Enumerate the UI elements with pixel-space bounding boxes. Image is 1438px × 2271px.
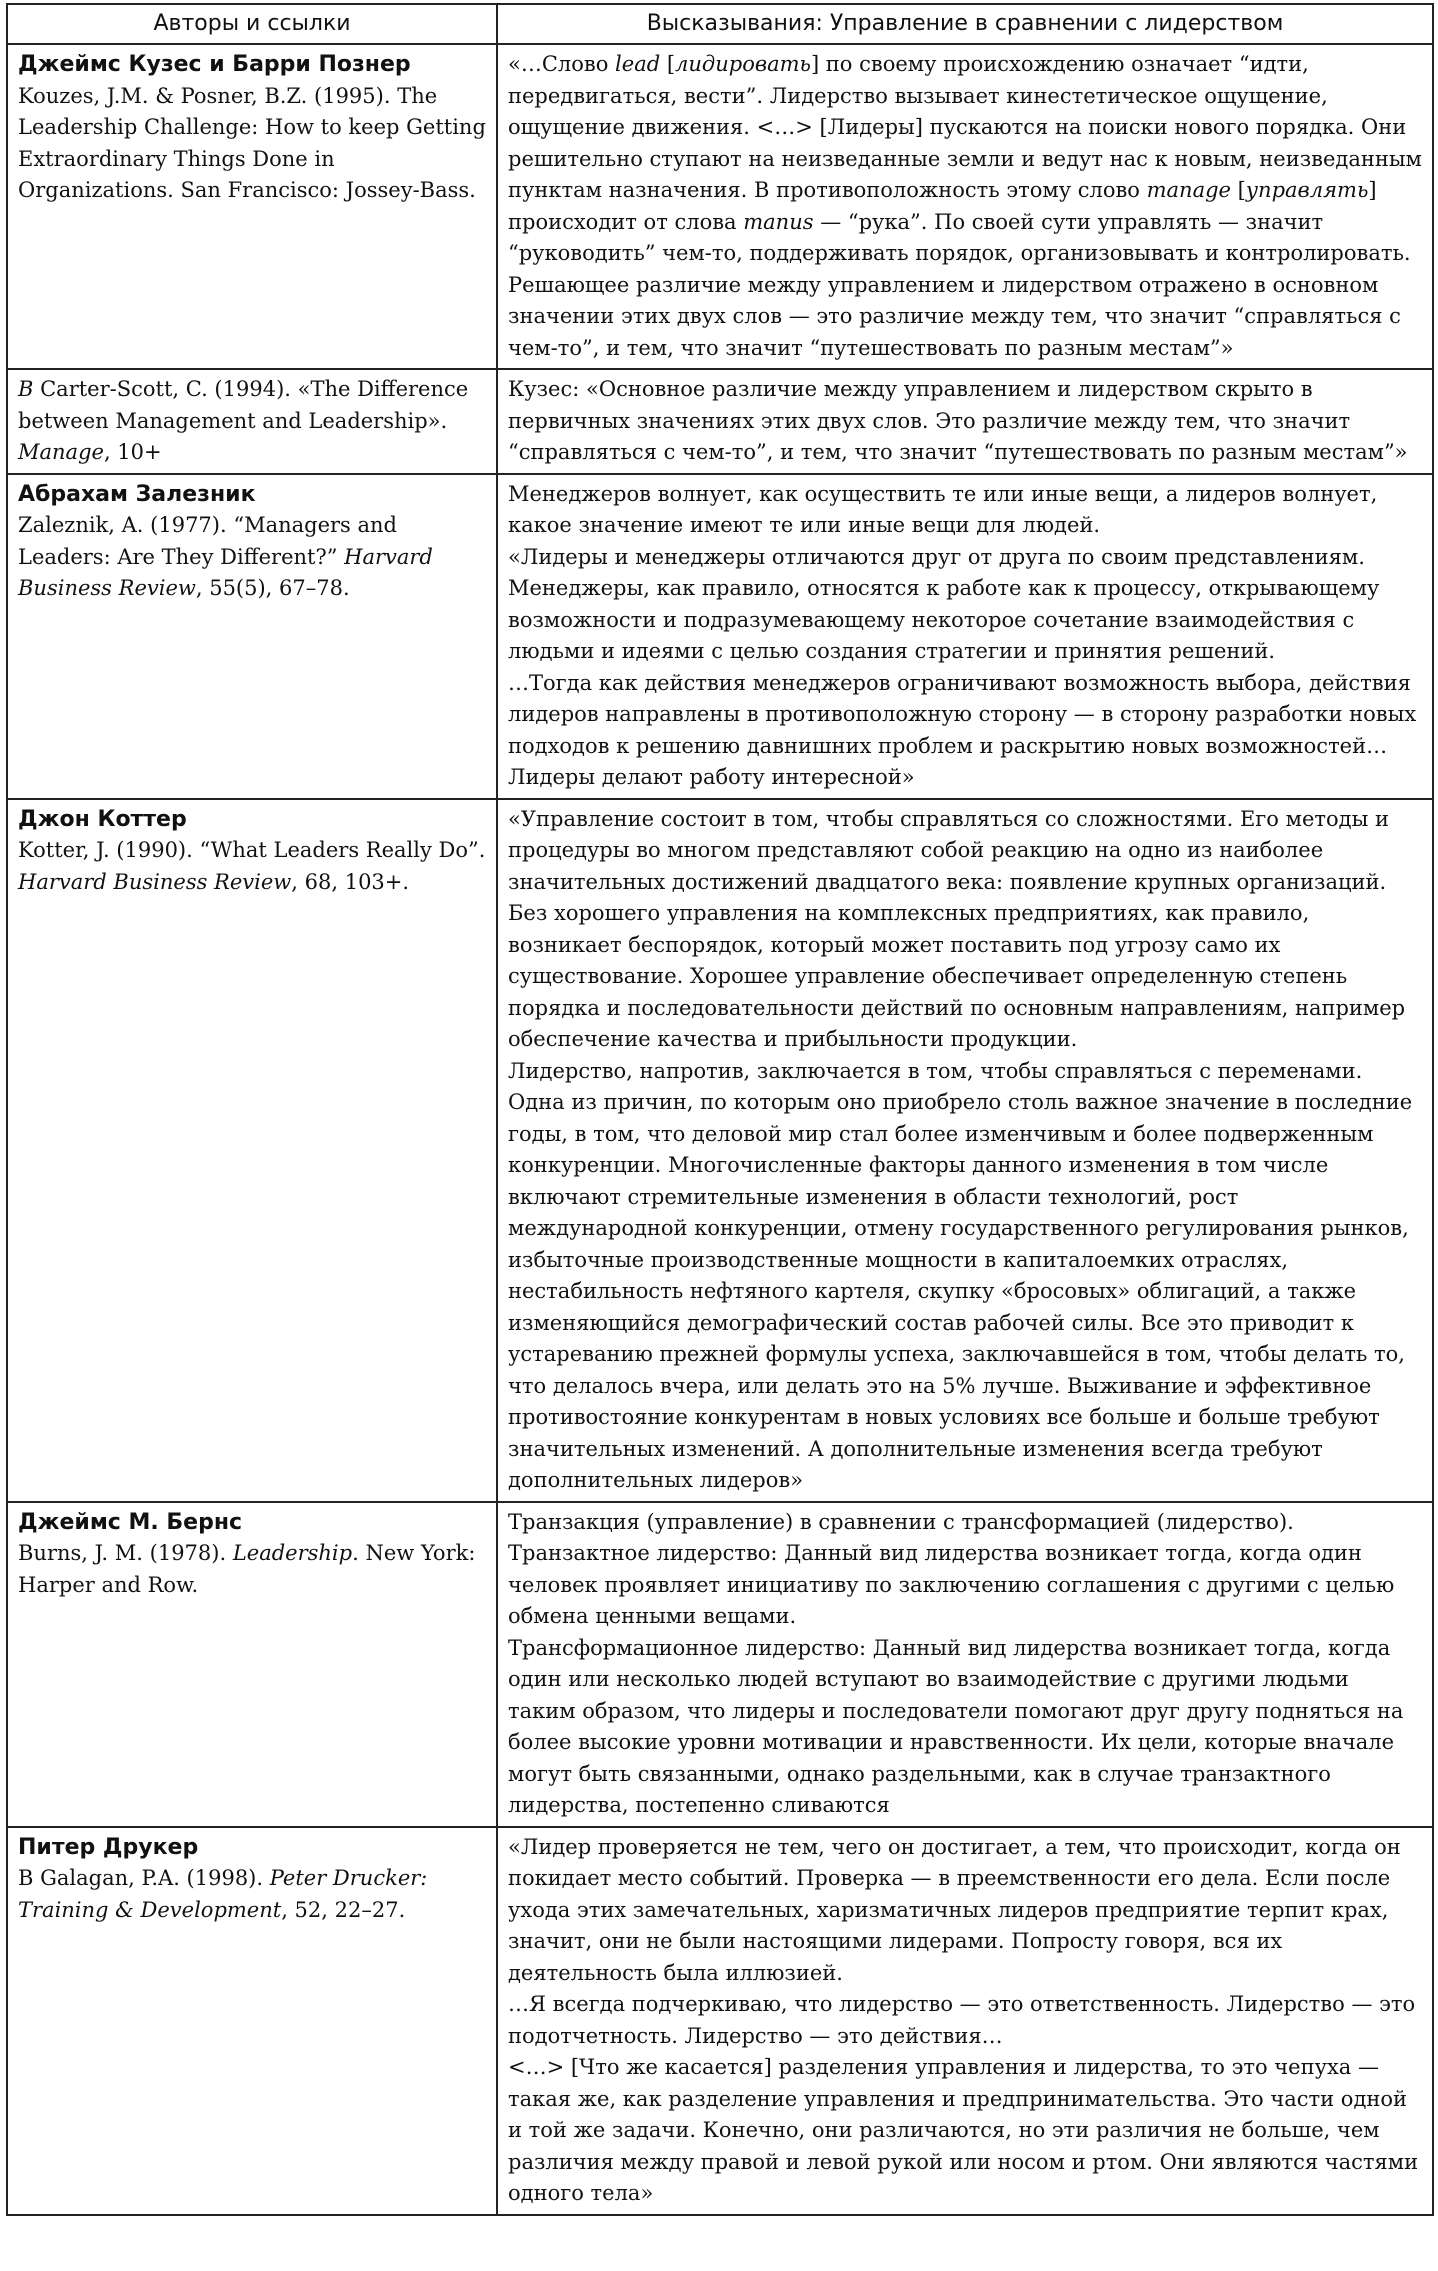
comparison-table [6, 3, 1434, 2216]
reference-segment: Kouzes, J.M. & Posner, B.Z. (1995). The Leadership Challenge: How to keep Getting Extraordinary Things Done in Organizations. San Francisco: Jossey-Bass. [18, 83, 486, 202]
author-name: Джон Коттер [18, 806, 187, 832]
quote-segment: lead [615, 52, 661, 76]
quote-cell [497, 474, 1433, 799]
author-name: Джеймс Кузес и Барри Познер [18, 52, 411, 77]
reference-segment: , 52, 22–27. [281, 1897, 406, 1922]
quote-paragraph [508, 374, 1422, 469]
table-header-row [7, 4, 1433, 44]
quote-paragraph [508, 1832, 1422, 1990]
quote-cell [497, 1827, 1433, 2215]
quote-segment: Транзакция (управление) в сравнении с трансформацией (лидерство). [508, 1509, 1294, 1534]
author-cell [7, 44, 497, 369]
reference-segment: Manage [18, 440, 104, 464]
quote-segment: [ [660, 52, 676, 76]
quote-paragraph [508, 2052, 1422, 2210]
author-name: Абрахам Залезник [18, 481, 256, 507]
reference-segment: Kotter, J. (1990). “What Leaders Really Do”. [18, 838, 486, 862]
reference-segment: Zaleznik, A. (1977). “Managers and Leaders: Are They Different?” [18, 513, 397, 569]
reference-citation [18, 510, 486, 605]
quote-paragraph [508, 542, 1422, 668]
quote-paragraph [508, 479, 1422, 542]
reference-citation [18, 1538, 486, 1601]
quote-segment: «…Слово [508, 52, 616, 76]
table-row [7, 799, 1433, 1502]
reference-citation [18, 835, 486, 898]
reference-segment: , 68, 103+. [291, 869, 410, 894]
quote-segment: — “рука”. По своей сути управлять — значит “руководить” чем-то, поддерживать порядок, организовывать и контролировать. Решающее различие между управлением и лидерством отражено в основном значении этих двух слов — это различие между тем, что значит “справляться с чем-то”, и тем, что значит “путешествовать по разным местам”» [508, 209, 1411, 360]
reference-segment: В [18, 377, 34, 401]
quote-segment: manage [1146, 178, 1231, 202]
reference-segment: Leadership [232, 1541, 353, 1565]
quote-segment: ] происходит от слова [508, 178, 1377, 234]
quote-segment: Лидерство, напротив, заключается в том, чтобы справляться с переменами. Одна из причин, по которым оно приобрело столь важное значение в последние годы, в том, что деловой мир стал более изменчивым и более подверженным конкуренции. Многочисленные факторы данного изменения в том числе включают стремительные изменения в области технологий, рост международной конкуренции, отмену государственного регулирования рынков, избыточные производственные мощности в капиталоемких отраслях, нестабильность нефтяного картеля, скупку «бросовых» облигаций, а также изменяющийся демографический состав рабочей силы. Все это приводит к устареванию прежней формулы успеха, заключавшейся в том, чтобы делать то, что делалось вчера, или делать это на 5% лучше. Выживание и эффективное противостояние конкурентам в новых условиях все больше и больше требуют значительных изменений. А дополнительные изменения всегда требуют дополнительных лидеров» [508, 1058, 1413, 1492]
quote-segment: …Я всегда подчеркиваю, что лидерство — это ответственность. Лидерство — это подотчетность. Лидерство — это действия… [508, 1992, 1416, 2048]
author-cell [7, 1502, 497, 1827]
quote-segment: ] по своему происхождению означает “идти, передвигаться, вести”. Лидерство вызывает кинестетическое ощущение, ощущение движения. <…> [Лидеры] пускаются на поиски нового порядка. Они решительно ступают на неизведанные земли и ведут нас к новым, неизведанным пунктам назначения. В противоположность этому слово [508, 52, 1422, 202]
reference-segment: Carter-Scott, C. (1994). «The Difference between Management and Leadership». [18, 377, 469, 433]
table-row [7, 369, 1433, 474]
quote-segment: управлять [1245, 178, 1369, 202]
header-authors: Авторы и ссылки [7, 4, 497, 44]
quote-segment: <…> [Что же касается] разделения управления и лидерства, то это чепуха — такая же, как разделение управления и предпринимательства. Это части одной и той же задачи. Конечно, они различаются, но эти различия не больше, чем различия между правой и левой рукой или носом и ртом. Они являются частями одного тела» [508, 2055, 1419, 2205]
table-row [7, 44, 1433, 369]
table-row [7, 1827, 1433, 2215]
author-name: Питер Друкер [18, 1834, 199, 1860]
quote-cell [497, 44, 1433, 369]
quote-paragraph [508, 1056, 1422, 1497]
reference-segment: . New York: Harper and Row. [18, 1541, 476, 1597]
quote-paragraph [508, 1538, 1422, 1633]
quote-segment: лидировать [675, 52, 811, 76]
reference-segment: , 10+ [103, 440, 162, 464]
reference-segment: Harvard Business Review [18, 544, 433, 600]
quote-segment: «Управление состоит в том, чтобы справляться со сложностями. Его методы и процедуры во многом представляют собой реакцию на одно из наиболее значительных достижений двадцатого века: появление крупных организаций. Без хорошего управления на комплексных предприятиях, как правило, возникает беспорядок, который может поставить под угрозу само их существование. Хорошее управление обеспечивает определенную степень порядка и последовательности действий по основным направлениям, например обеспечение качества и прибыльности продукции. [508, 806, 1406, 1051]
quote-paragraph [508, 804, 1422, 1056]
quote-paragraph [508, 1989, 1422, 2052]
reference-segment: Burns, J. M. (1978). [18, 1541, 233, 1565]
quote-paragraph [508, 668, 1422, 794]
quote-cell [497, 1502, 1433, 1827]
table-body [7, 44, 1433, 2215]
quote-segment: manus [743, 209, 814, 234]
quote-segment: «Лидер проверяется не тем, чего он достигает, а тем, что происходит, когда он покидает место событий. Проверка — в преемственности его дела. Если после ухода этих замечательных, харизматичных лидеров предприятие терпит крах, значит, они не были настоящими лидерами. Попросту говоря, вся их деятельность была иллюзией. [508, 1834, 1401, 1985]
reference-segment: В Galagan, P.A. (1998). [18, 1866, 270, 1890]
quote-paragraph [508, 1633, 1422, 1822]
quote-segment: Трансформационное лидерство: Данный вид лидерства возникает тогда, когда один или несколько людей вступают во взаимодействие с другими людьми таким образом, что лидеры и последователи помогают друг другу подняться на более высокие уровни мотивации и нравственности. Их цели, которые вначале могут быть связанными, однако раздельными, как в случае транзактного лидерства, постепенно сливаются [508, 1635, 1404, 1817]
table-row [7, 1502, 1433, 1827]
reference-citation [18, 1863, 486, 1926]
author-cell [7, 799, 497, 1502]
quote-paragraph [508, 49, 1422, 364]
reference-citation [18, 81, 486, 207]
quote-segment: «Лидеры и менеджеры отличаются друг от друга по своим представлениям. Менеджеры, как правило, относятся к работе как к процессу, открывающему возможности и подразумевающему некоторое сочетание взаимодействия с людьми и идеями с целью создания стратегии и принятия решений. [508, 544, 1380, 663]
author-cell [7, 369, 497, 474]
reference-segment: , 55(5), 67–78. [195, 576, 350, 600]
quote-segment: [ [1230, 178, 1246, 202]
quote-segment: Кузес: «Основное различие между управлением и лидерством скрыто в первичных значениях этих двух слов. Это различие между тем, что значит “справляться с чем-то”, и тем, что значит “путешествовать по разным местам”» [508, 377, 1408, 464]
header-quotes: Высказывания: Управление в сравнении с лидерством [497, 4, 1433, 44]
reference-segment: Harvard Business Review [18, 869, 292, 894]
table-row [7, 474, 1433, 799]
author-cell [7, 1827, 497, 2215]
reference-citation [18, 374, 486, 469]
author-name: Джеймс М. Бернс [18, 1509, 243, 1535]
quote-cell [497, 799, 1433, 1502]
quote-paragraph [508, 1507, 1422, 1539]
author-cell [7, 474, 497, 799]
quote-segment: …Тогда как действия менеджеров ограничивают возможность выбора, действия лидеров направлены в противоположную сторону — в сторону разработки новых подходов к решению давнишних проблем и раскрытию новых возможностей… Лидеры делают работу интересной» [508, 670, 1417, 789]
quote-segment: Транзактное лидерство: Данный вид лидерства возникает тогда, когда один человек проявляет инициативу по заключению соглашения с другими с целью обмена ценными вещами. [508, 1541, 1395, 1628]
quote-cell [497, 369, 1433, 474]
quote-segment: Менеджеров волнует, как осуществить те или иные вещи, а лидеров волнует, какое значение имеют те или иные вещи для людей. [508, 481, 1378, 537]
reference-segment: Peter Drucker: Training & Development [18, 1866, 428, 1922]
